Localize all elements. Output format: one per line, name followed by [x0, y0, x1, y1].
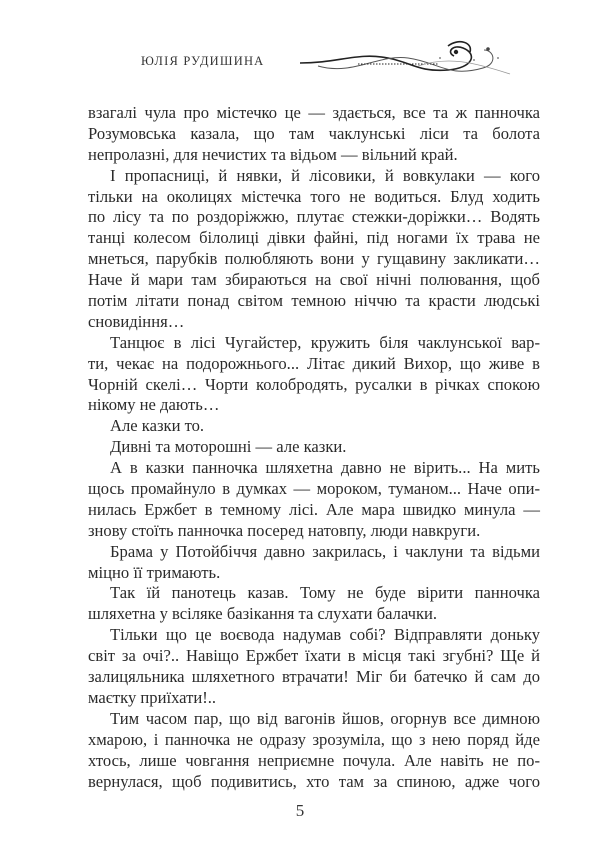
text-line: хмарою, і панночка не одразу зрозуміла, що з нею поряд йде: [88, 729, 540, 749]
text-line: непролазні, для нечистих та відьом — вільний край.: [88, 144, 458, 164]
text-line: Але казки то.: [110, 416, 205, 436]
text-line: Тільки що це воєвода надумав собі? Відправляти доньку: [110, 625, 540, 645]
text-line: вернулася, щоб подивитись, хто там за спиною, адже чого: [88, 771, 540, 791]
text-line: І пропасниці, й нявки, й лісовики, й вовкулаки — кого: [110, 165, 540, 185]
text-line: тільки на околицях містечка того не водиться. Блуд ходить: [88, 186, 540, 206]
text-line: А в казки панночка шляхетна давно не вірить... На мить: [110, 458, 540, 478]
text-line: Так їй панотець казав. Тому не буде вірити панночка: [110, 583, 540, 603]
text-line: Чорній скелі… Чорти колобродять, русалки в річках спокою: [88, 374, 540, 394]
text-line: по лісу та по роздоріжжю, плутає стежки-доріжки… Водять: [88, 207, 540, 227]
text-line: хтось, лише човгання неприємне почула. Але навіть не по-: [88, 750, 540, 770]
text-line: шляхетна у всіляке базікання та слухати балачки.: [88, 604, 438, 624]
text-line: ти, чекає на подорожнього... Літає дикий Вихор, що живе в: [88, 353, 540, 373]
text-line: Танцює в лісі Чугайстер, кружить біля чаклунської вар-: [110, 332, 540, 352]
text-line: взагалі чула про містечко це — здається, все та ж панночка: [88, 103, 540, 122]
text-line: світ за очі?.. Навіщо Ержбет їхати в місця такі згубні? Ще й: [88, 646, 540, 666]
text-line: залицяльника шляхетного втрачати! Міг би батечко й сам до: [88, 667, 540, 687]
text-line: знову стоїть панночка посеред натовпу, люди навкруги.: [88, 520, 481, 540]
text-line: нікому не дають…: [88, 395, 220, 415]
text-line: маєтку приїхати!..: [88, 687, 217, 707]
text-line: Розумовська казала, що там чаклунські ліси та болота: [88, 123, 540, 143]
text-line: Дивні та моторошні — але казки.: [110, 437, 347, 457]
text-line: нилась Ержбет в темному лісі. Але мара швидко минула —: [88, 499, 540, 519]
text-line: Тим часом пар, що від вагонів йшов, огорнув все димною: [110, 708, 540, 728]
flourish-ornament-icon: [298, 36, 513, 80]
text-line: танці колесом білолиці дівки файні, під ногами їх трава не: [88, 228, 540, 248]
text-line: Брама у Потойбіччя давно закрилась, і чаклуни та відьми: [110, 541, 540, 561]
text-line: щось промайнуло в думках — мороком, туманом... Наче опи-: [88, 479, 540, 499]
text-line: Наче й мари там збираються на свої нічні полювання, щоб: [88, 270, 540, 290]
text-line: міцно її тримають.: [88, 562, 221, 582]
body-text: [88, 103, 540, 792]
text-line: потім літати понад світом темною ніччю та красти людські: [88, 291, 540, 311]
text-line: сновидіння…: [88, 311, 185, 331]
running-head-author: ЮЛІЯ РУДИШИНА: [141, 54, 265, 68]
page-number: 5: [295, 801, 305, 820]
text-line: мнеться, парубків полюбляють вони у гущавину закликати…: [88, 249, 540, 269]
